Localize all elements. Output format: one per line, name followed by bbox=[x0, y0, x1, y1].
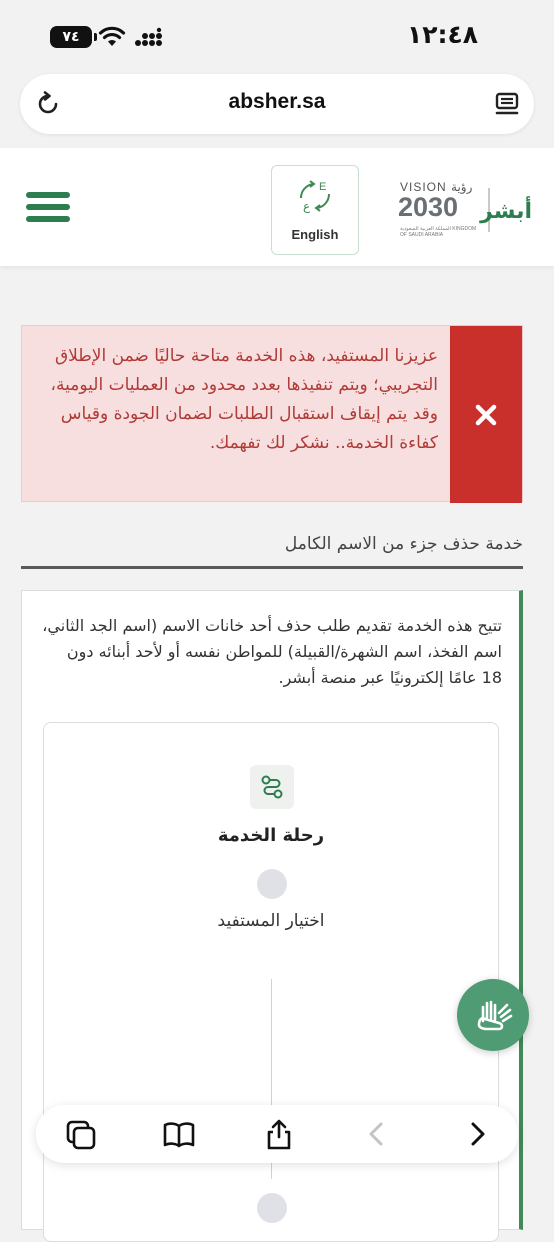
vision-label: VISION رؤية bbox=[400, 180, 473, 194]
svg-text:ع: ع bbox=[303, 199, 311, 213]
reader-mode-icon[interactable] bbox=[492, 89, 522, 119]
status-bar bbox=[0, 0, 554, 72]
clock: ١٢:٤٨ bbox=[406, 20, 478, 49]
wifi-icon bbox=[98, 24, 126, 48]
page-title: خدمة حذف جزء من الاسم الكامل bbox=[284, 534, 523, 554]
menu-bar-line bbox=[26, 216, 70, 222]
language-button-label: English bbox=[291, 227, 339, 242]
language-switch-icon bbox=[293, 176, 337, 216]
absher-wordmark: أبشر bbox=[480, 199, 532, 224]
service-description: تتيح هذه الخدمة تقديم طلب حذف أحد خانات الاسم (اسم الجد الثاني، اسم الفخذ، اسم الشهرة/القبيلة) للمواطن نفسه أو لأحد أبنائه دون 18 عامًا إلكترونيًا عبر منصة أبشر. bbox=[42, 616, 502, 687]
menu-bar-line bbox=[26, 192, 70, 198]
share-icon[interactable] bbox=[262, 1118, 296, 1150]
chevron-left-icon[interactable] bbox=[360, 1118, 394, 1150]
alert-message: عزيزنا المستفيد، هذه الخدمة متاحة حاليًا ضمن الإطلاق التجريبي؛ ويتم تنفيذها بعدد محدود من العمليات اليومية، وقد يتم إيقاف استقبال الطلبات لضمان الجودة وقياس كفاءة الخدمة.. نشكر لك تفهمك. bbox=[50, 346, 438, 453]
title-divider bbox=[21, 566, 523, 569]
sign-language-button[interactable] bbox=[457, 979, 529, 1051]
journey-title: رحلة الخدمة bbox=[217, 825, 325, 846]
language-button[interactable] bbox=[271, 165, 359, 255]
absher-logo bbox=[480, 182, 534, 236]
battery-indicator bbox=[50, 26, 92, 48]
hamburger-menu-icon[interactable] bbox=[26, 192, 70, 226]
service-journey bbox=[43, 722, 499, 1242]
vision-subtitle: المملكة العربية السعودية KINGDOM OF SAUDI ARABIA bbox=[400, 226, 477, 238]
browser-toolbar bbox=[36, 1105, 518, 1163]
url-text[interactable]: absher.sa bbox=[228, 90, 326, 113]
tabs-icon[interactable] bbox=[64, 1118, 98, 1150]
step-label: اختيار المستفيد bbox=[217, 911, 325, 931]
vision-year: 2030 bbox=[398, 192, 459, 222]
cellular-signal-icon bbox=[134, 28, 164, 48]
vision-2030-logo bbox=[396, 178, 480, 240]
site-header bbox=[0, 148, 554, 266]
menu-bar-line bbox=[26, 204, 70, 210]
service-alert bbox=[21, 325, 523, 502]
step-indicator bbox=[257, 869, 287, 899]
chevron-right-icon[interactable] bbox=[460, 1118, 494, 1150]
battery-level: ٧٤ bbox=[62, 29, 80, 45]
bookmarks-icon[interactable] bbox=[162, 1118, 196, 1150]
alert-close-button[interactable] bbox=[450, 326, 522, 503]
address-bar[interactable] bbox=[20, 74, 534, 134]
close-icon bbox=[475, 404, 497, 426]
sign-language-icon bbox=[469, 991, 517, 1039]
journey-icon-container bbox=[250, 765, 294, 809]
route-icon bbox=[259, 774, 285, 800]
step-indicator bbox=[257, 1193, 287, 1223]
svg-text:E: E bbox=[319, 181, 327, 193]
